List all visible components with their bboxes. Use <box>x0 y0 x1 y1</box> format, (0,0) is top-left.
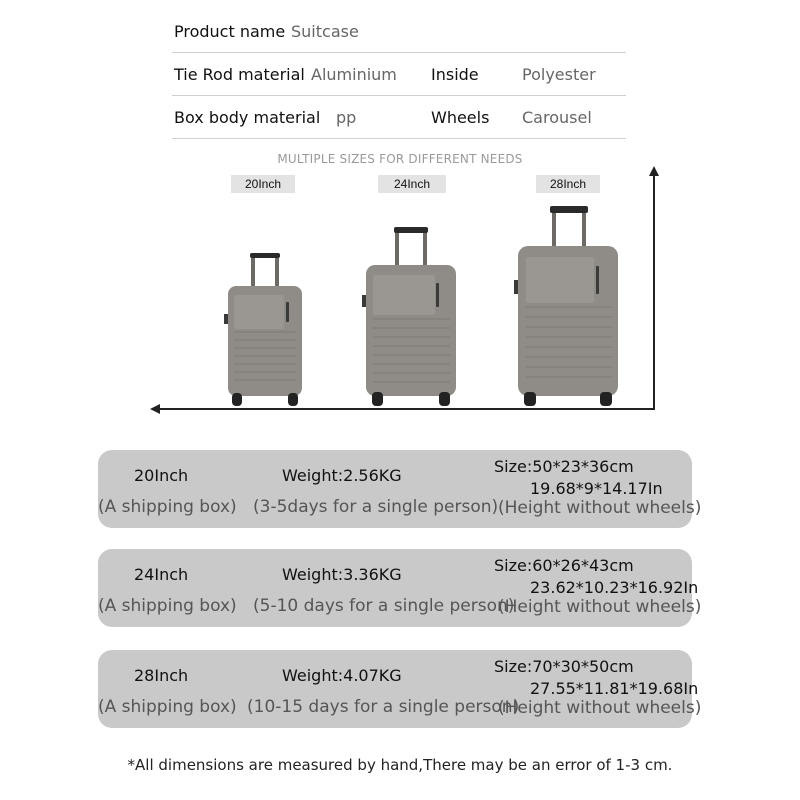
card-shipping-box: (A shipping box) <box>98 596 237 616</box>
box-body-value: pp <box>336 108 357 127</box>
card-dim-in: 19.68*9*14.17In <box>530 479 663 498</box>
card-weight: Weight:4.07KG <box>282 666 402 685</box>
suitcase-20-image <box>222 252 308 408</box>
sizes-title: MULTIPLE SIZES FOR DIFFERENT NEEDS <box>277 152 523 166</box>
card-shipping-box: (A shipping box) <box>98 497 237 517</box>
card-dim-cm: Size:50*23*36cm <box>494 457 634 476</box>
wheels-value: Carousel <box>522 108 592 127</box>
size-tag-28: 28Inch <box>536 175 600 193</box>
product-name-label: Product name <box>174 22 286 41</box>
card-height-note: (Height without wheels) <box>498 698 702 718</box>
card-shipping-box: (A shipping box) <box>98 697 237 717</box>
card-height-note: (Height without wheels) <box>498 498 702 518</box>
arrow-left-icon <box>150 404 160 414</box>
suitcase-28-image <box>512 204 624 408</box>
tie-rod-label: Tie Rod material <box>174 65 305 84</box>
size-tag-24: 24Inch <box>378 175 446 193</box>
card-height-note: (Height without wheels) <box>498 597 702 617</box>
size-tag-20: 20Inch <box>231 175 295 193</box>
card-dim-in: 23.62*10.23*16.92In <box>530 578 699 597</box>
arrow-up-icon <box>649 166 659 176</box>
inside-label: Inside <box>431 65 479 84</box>
card-size-label: 20Inch <box>134 466 189 485</box>
tie-rod-value: Aluminium <box>311 65 397 84</box>
card-dim-cm: Size:60*26*43cm <box>494 556 634 575</box>
spec-row-box-body <box>172 96 626 139</box>
vertical-axis <box>653 174 655 410</box>
product-name-value: Suitcase <box>291 22 359 41</box>
card-size-label: 28Inch <box>134 666 189 685</box>
card-size-label: 24Inch <box>134 565 189 584</box>
card-dim-cm: Size:70*30*50cm <box>494 657 634 676</box>
size-card-24 <box>98 549 702 627</box>
size-card-20 <box>98 450 702 528</box>
card-weight: Weight:2.56KG <box>282 466 402 485</box>
card-dim-in: 27.55*11.81*19.68In <box>530 679 699 698</box>
size-card-28 <box>98 650 702 728</box>
measurement-footnote: *All dimensions are measured by hand,There may be an error of 1-3 cm. <box>127 756 673 774</box>
card-days: (5-10 days for a single person) <box>253 596 515 616</box>
spec-row-tie-rod <box>172 53 626 96</box>
inside-value: Polyester <box>522 65 596 84</box>
horizontal-axis <box>158 408 655 410</box>
card-days: (10-15 days for a single person) <box>247 697 520 717</box>
card-days: (3-5days for a single person) <box>253 497 499 517</box>
wheels-label: Wheels <box>431 108 490 127</box>
box-body-label: Box body material <box>174 108 321 127</box>
card-weight: Weight:3.36KG <box>282 565 402 584</box>
suitcase-24-image <box>360 225 462 408</box>
spec-row-product-name <box>172 10 626 53</box>
